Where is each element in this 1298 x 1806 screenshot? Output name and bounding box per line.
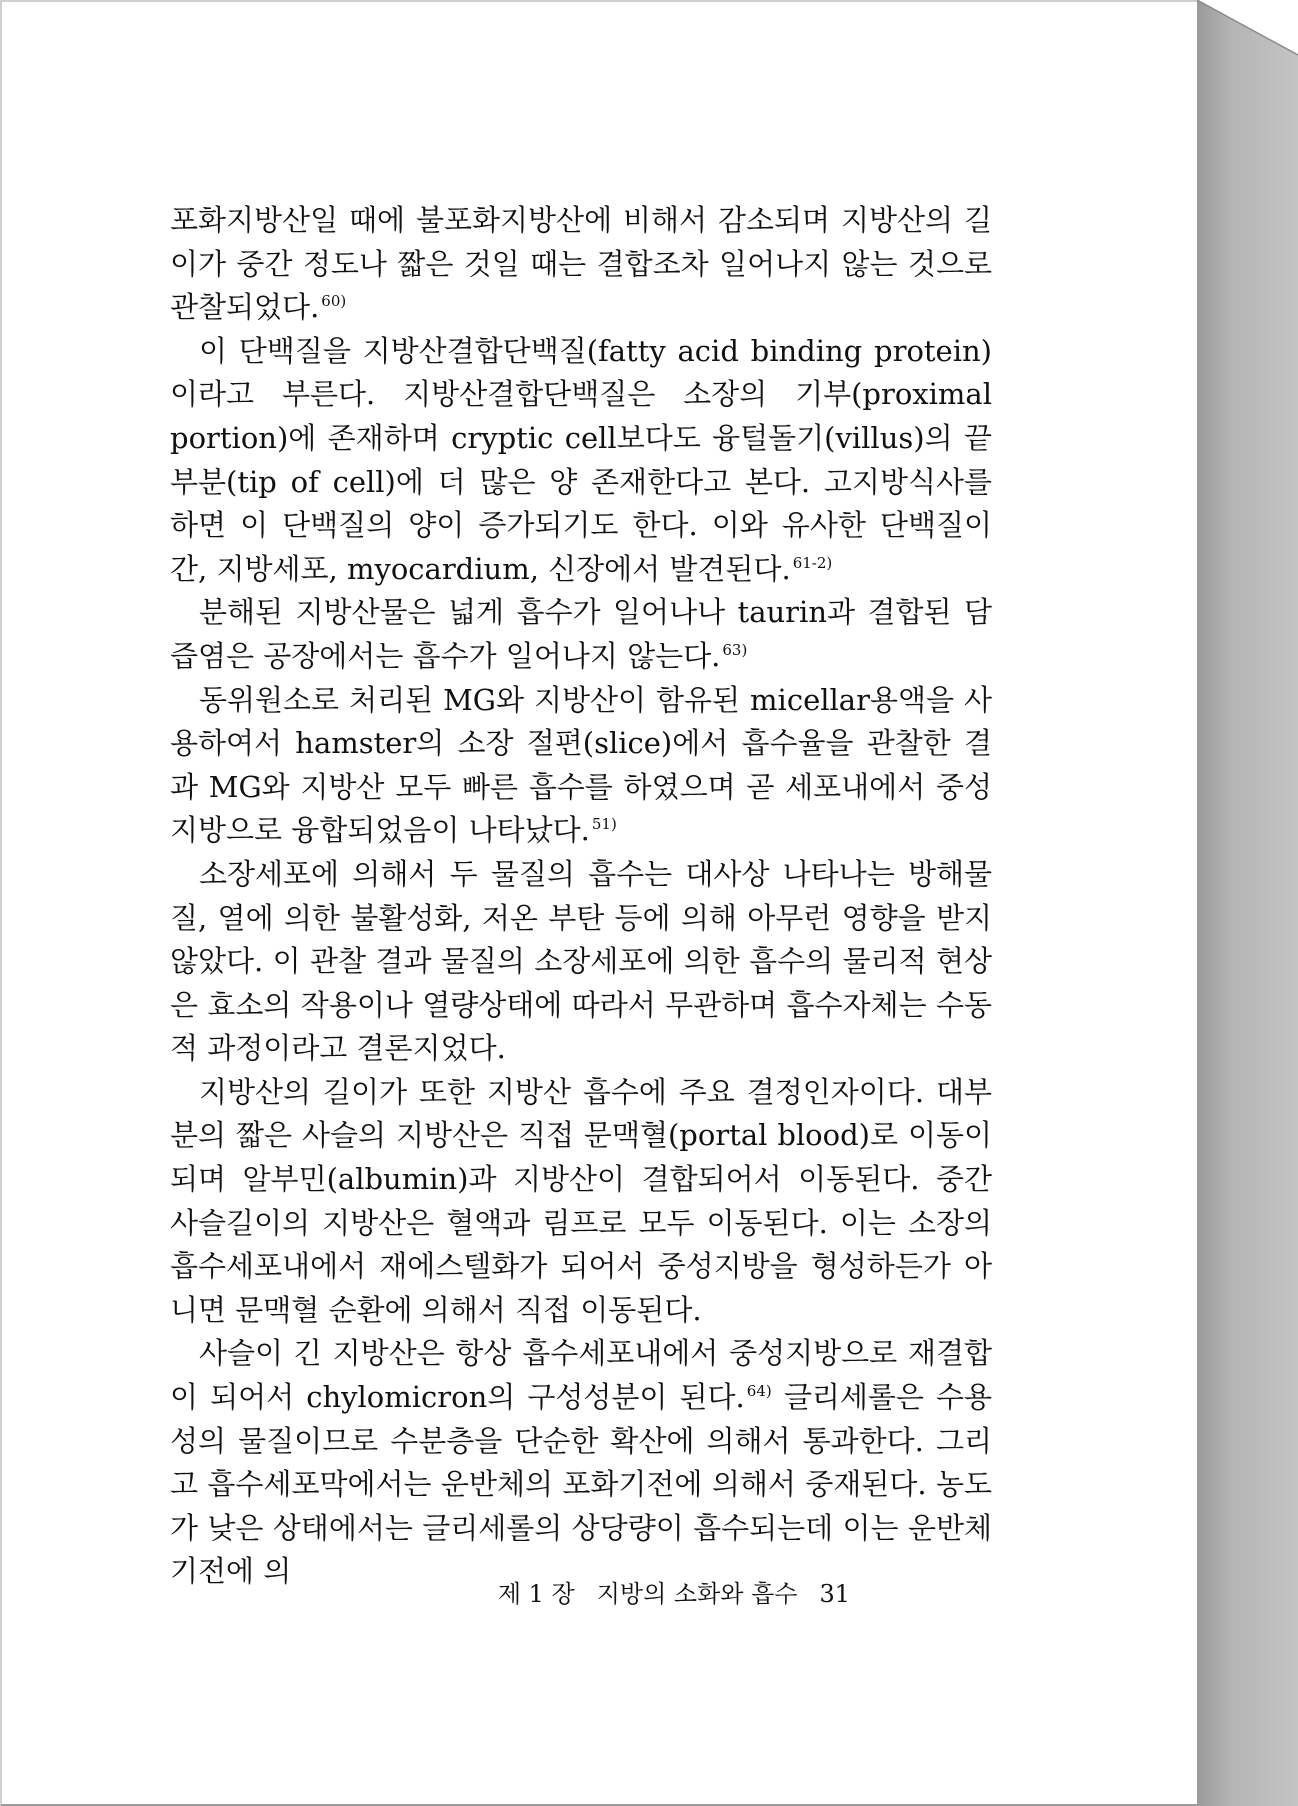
paragraph-5 [170, 853, 992, 1071]
running-footer [498, 1574, 850, 1609]
paragraph-text: 동위원소로 처리된 MG와 지방산이 함유된 micellar용액을 사용하여서 hamster의 소장 절편(slice)에서 흡수율을 관찰한 결과 MG와 지방산 모두 빠른 흡수를 하였으며 곧 세포내에서 중성지방으로 융합되었음이 나타났다. [170, 682, 992, 848]
paragraph-3 [170, 591, 992, 678]
paragraph-text: 사슬이 긴 지방산은 항상 흡수세포내에서 중성지방으로 재결합이 되어서 chylomicron의 구성성분이 된다. [170, 1336, 992, 1415]
book-edge-shadow [1197, 0, 1298, 1806]
footnote-ref: 51) [591, 815, 617, 834]
paragraph-1 [170, 199, 992, 330]
paragraph-text: 분해된 지방산물은 넓게 흡수가 일어나나 taurin과 결합된 담즙염은 공장에서는 흡수가 일어나지 않는다. [170, 595, 992, 673]
body-text [170, 199, 992, 1594]
paragraph-6 [170, 1071, 992, 1333]
paragraph-4 [170, 679, 992, 853]
footnote-ref: 64) [746, 1382, 772, 1401]
footnote-ref: 63) [722, 640, 748, 659]
paragraph-text: 소장세포에 의해서 두 물질의 흡수는 대사상 나타나는 방해물질, 열에 의한 불활성화, 저온 부탄 등에 의해 아무런 영향을 받지 않았다. 이 관찰 결과 물질의 소장세포에 의한 흡수의 물리적 현상은 효소의 작용이나 열량상태에 따라서 무관하며 흡수자체는 수동적 과정이라고 결론지었다. [170, 856, 992, 1066]
paragraph-7 [170, 1332, 992, 1594]
paragraph-2 [170, 330, 992, 592]
paragraph-text-continued: 글리세롤은 수용성의 물질이므로 수분층을 단순한 확산에 의해서 통과한다. 그리고 흡수세포막에서는 운반체의 포화기전에 의해서 중재된다. 농도가 낮은 상태에서는 글리세롤의 상당량이 흡수되는데 이는 운반체기전에 의 [170, 1380, 992, 1589]
page-number: 31 [819, 1580, 850, 1608]
paragraph-text: 포화지방산일 때에 불포화지방산에 비해서 감소되며 지방산의 길이가 중간 정도나 짧은 것일 때는 결합조차 일어나지 않는 것으로 관찰되었다. [170, 203, 992, 325]
footnote-ref: 60) [321, 292, 347, 311]
paragraph-text: 지방산의 길이가 또한 지방산 흡수에 주요 결정인자이다. 대부분의 짧은 사슬의 지방산은 직접 문맥혈(portal blood)로 이동이 되며 알부민(albumin)과 지방산이 결합되어서 이동된다. 중간 사슬길이의 지방산은 혈액과 림프로 모두 이동된다. 이는 소장의 흡수세포내에서 재에스텔화가 되어서 중성지방을 형성하든가 아니면 문맥혈 순환에 의해서 직접 이동된다. [170, 1074, 992, 1327]
chapter-label: 제 1 장 [497, 1580, 575, 1608]
chapter-title: 지방의 소화와 흡수 [596, 1580, 798, 1608]
paragraph-text: 이 단백질을 지방산결합단백질(fatty acid binding protein)이라고 부른다. 지방산결합단백질은 소장의 기부(proximal portion)에 존재하며 cryptic cell보다도 융털돌기(villus)의 끝부분(tip of cell)에 더 많은 양 존재한다고 본다. 고지방식사를 하면 이 단백질의 양이 증가되기도 한다. 이와 유사한 단백질이 간, 지방세포, myocardium, 신장에서 발견된다. [170, 333, 992, 586]
footnote-ref: 61-2) [792, 553, 833, 572]
